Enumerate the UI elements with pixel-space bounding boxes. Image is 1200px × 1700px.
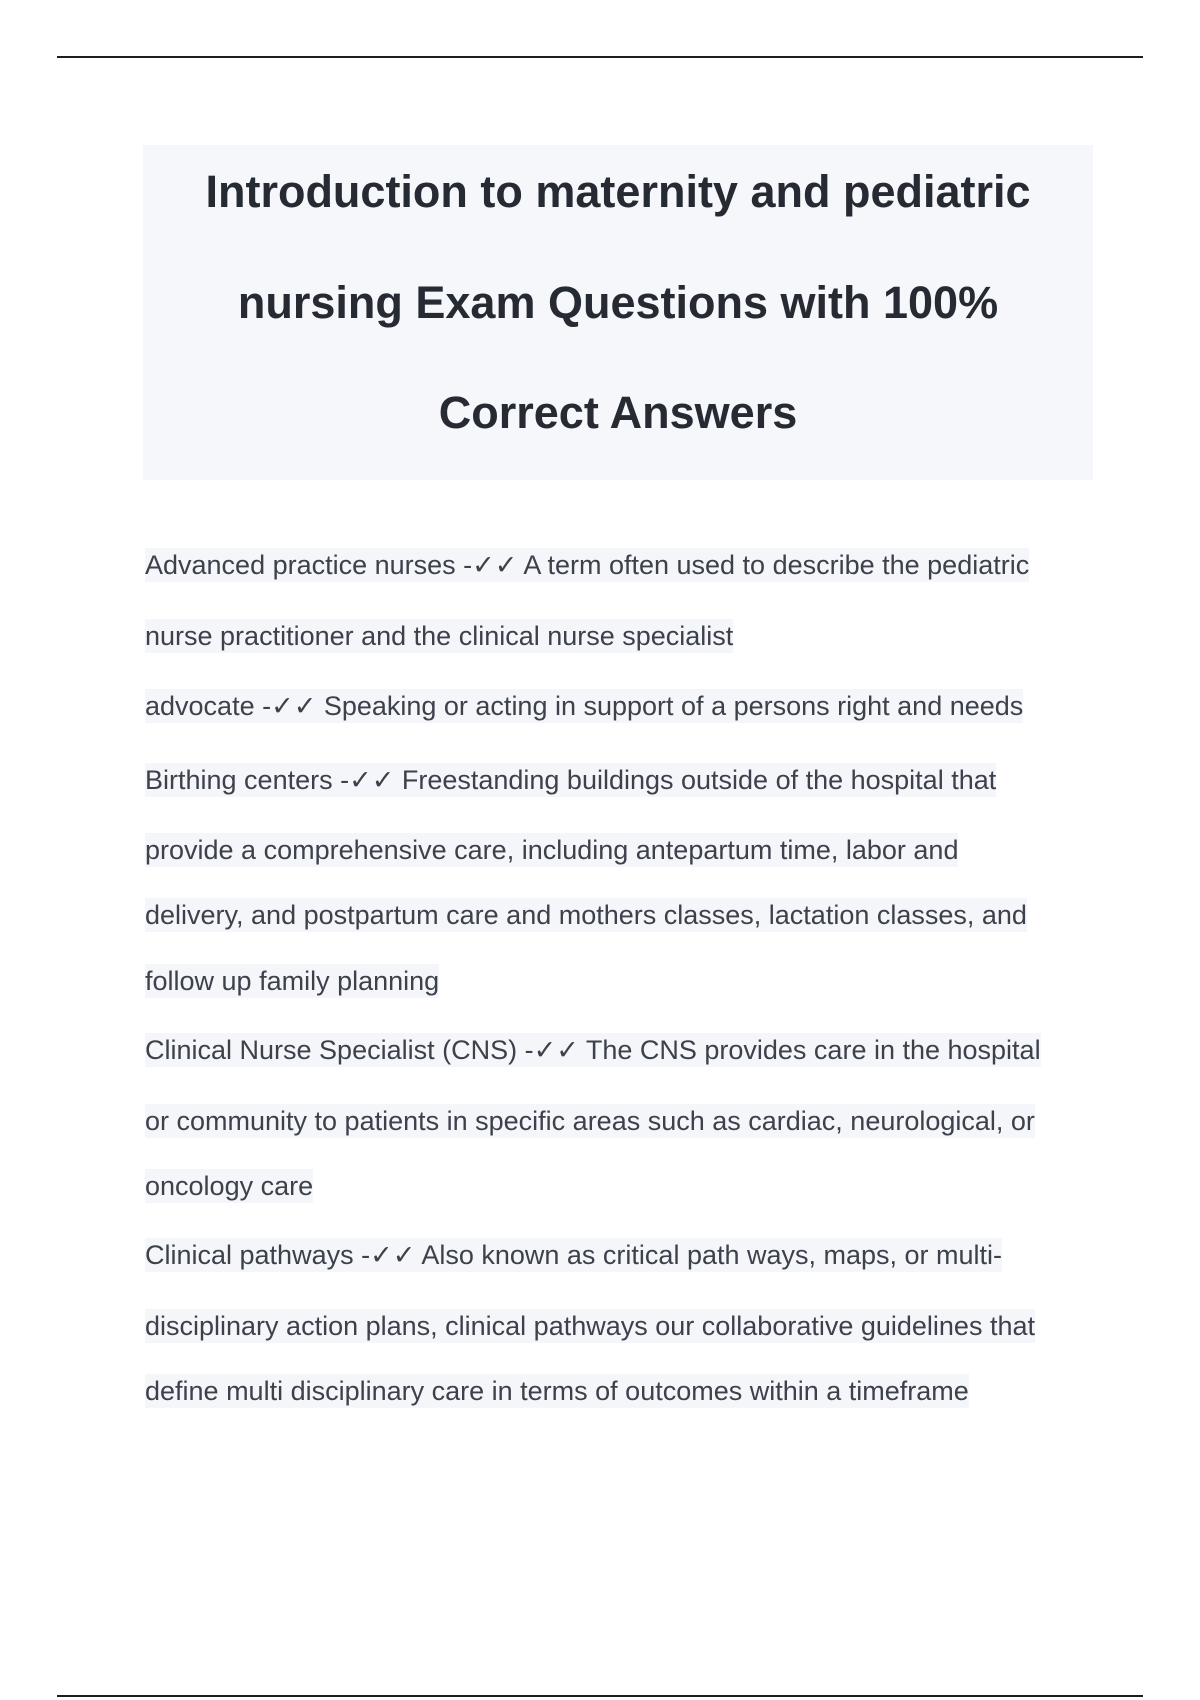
page-title-line-2: nursing Exam Questions with 100% [237, 277, 999, 328]
body-line [145, 1167, 313, 1205]
term-clinical-nurse-specialist: Clinical Nurse Specialist (CNS) -✓✓ The CNS provides care in the hospital [145, 1035, 1041, 1065]
title-block [143, 145, 1093, 480]
page-title-line-3: Correct Answers [438, 387, 798, 438]
body-line [145, 896, 1027, 934]
term-birthing-centers: Birthing centers -✓✓ Freestanding buildings outside of the hospital that [145, 765, 997, 795]
body-line [145, 962, 439, 1000]
definition-continuation: delivery, and postpartum care and mothers classes, lactation classes, and [145, 900, 1027, 930]
definition-continuation: nurse practitioner and the clinical nurse specialist [145, 621, 734, 651]
body-line [145, 761, 996, 799]
body-line [145, 831, 958, 869]
definition-continuation: follow up family planning [145, 966, 440, 996]
body-line [145, 687, 1023, 725]
body-line [145, 617, 733, 655]
bottom-rule [57, 1695, 1143, 1697]
definition-continuation: oncology care [145, 1171, 314, 1201]
definition-continuation: disciplinary action plans, clinical pathways our collaborative guidelines that [145, 1311, 1035, 1341]
body-line [145, 1372, 969, 1410]
body-line [145, 1307, 1035, 1345]
definition-continuation: define multi disciplinary care in terms of outcomes within a timeframe [145, 1376, 969, 1406]
body-line [145, 1102, 1035, 1140]
top-rule [57, 56, 1143, 58]
body-line [145, 546, 1029, 584]
definition-continuation: or community to patients in specific areas such as cardiac, neurological, or [145, 1106, 1035, 1136]
body-line [145, 1236, 1002, 1274]
term-advanced-practice-nurses: Advanced practice nurses -✓✓ A term often used to describe the pediatric [145, 550, 1030, 580]
term-clinical-pathways: Clinical pathways -✓✓ Also known as critical path ways, maps, or multi- [145, 1240, 1003, 1270]
definition-continuation: provide a comprehensive care, including antepartum time, labor and [145, 835, 959, 865]
page-title-line-1: Introduction to maternity and pediatric [205, 166, 1031, 217]
term-advocate: advocate -✓✓ Speaking or acting in support of a persons right and needs [145, 691, 1024, 721]
body-line [145, 1031, 1041, 1069]
